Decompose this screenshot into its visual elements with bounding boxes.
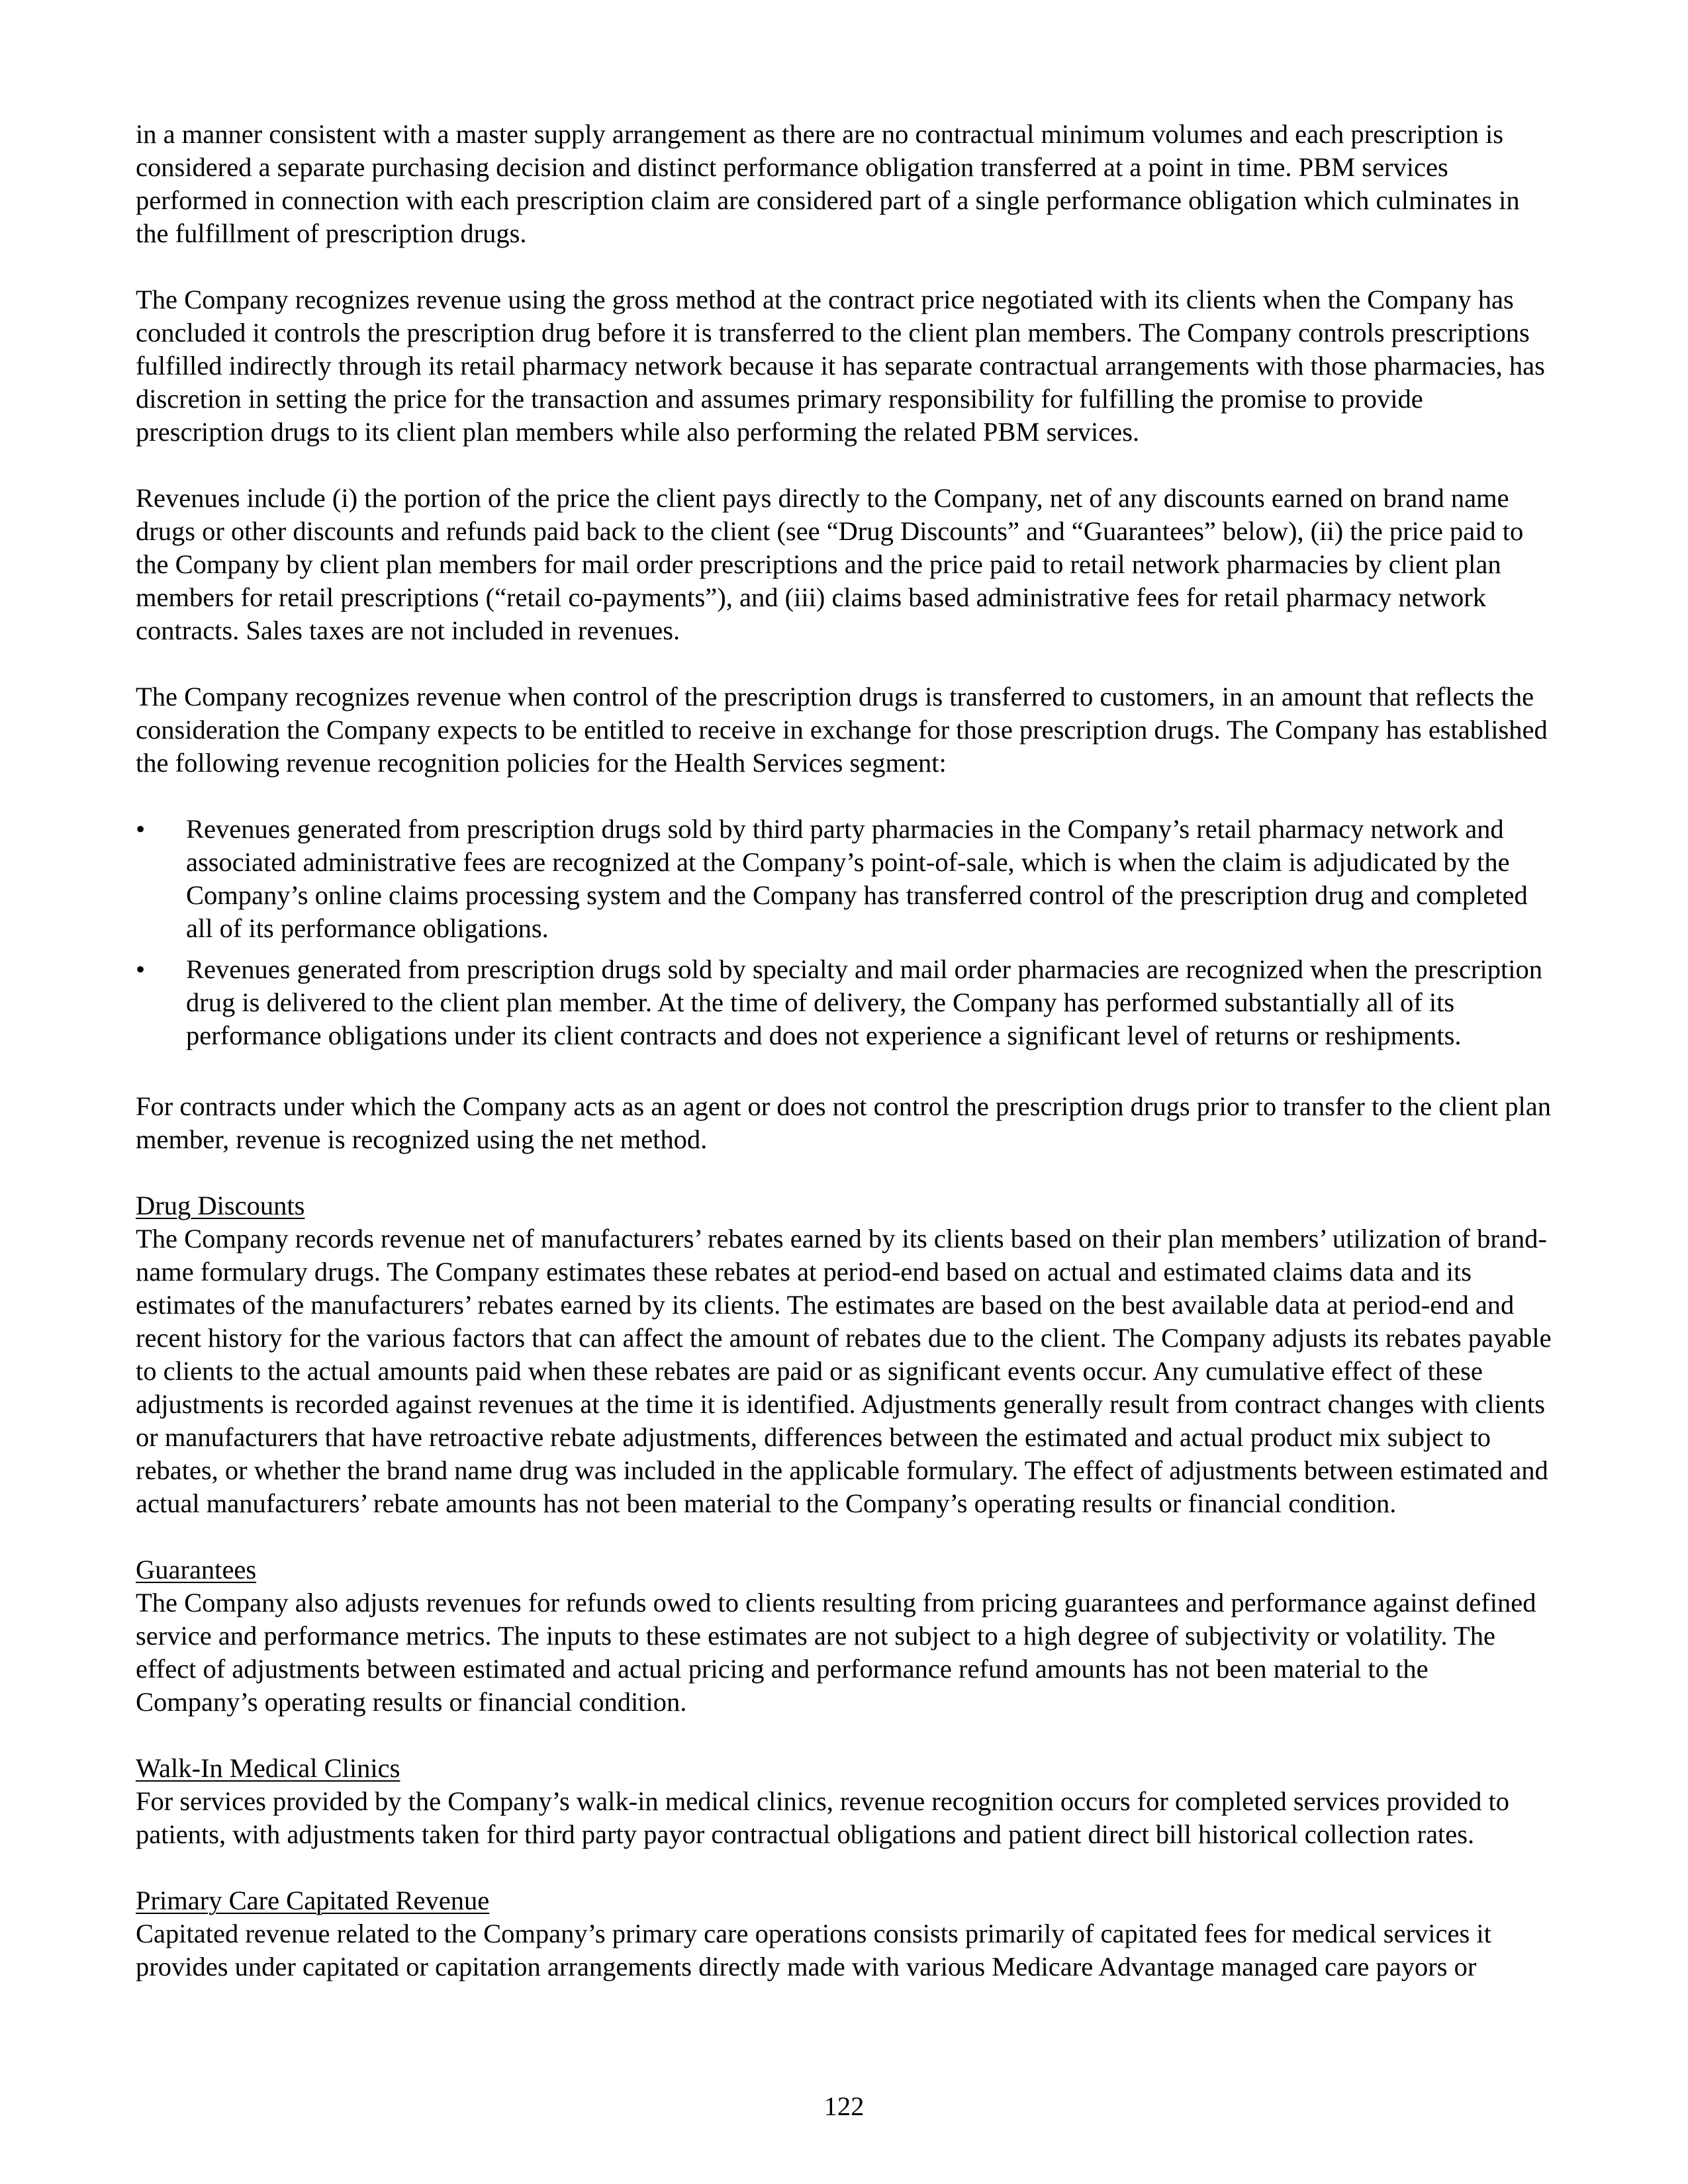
list-item-text: Revenues generated from prescription drugs sold by third party pharmacies in the Company’s retail pharmacy network and associated administrative fees are recognized at the Company’s point-of-sale, which is when the claim is adjudicated by the Company’s online claims processing system and the Company has transferred control of the prescription drug and completed all of its performance obligations. — [186, 814, 1528, 943]
section-heading-primary-care: Primary Care Capitated Revenue — [136, 1886, 490, 1915]
section-drug-discounts — [136, 1189, 1552, 1520]
revenue-policy-list — [136, 813, 1552, 1052]
section-body-guarantees: The Company also adjusts revenues for refunds owed to clients resulting from pricing guarantees and performance against defined service and performance metrics. The inputs to these estimates are not subject to a high degree of subjectivity or volatility. The effect of adjustments between estimated and actual pricing and performance refund amounts has not been material to the Company’s operating results or financial condition. — [136, 1588, 1536, 1717]
bullet-marker: • — [136, 814, 146, 844]
section-body-primary-care: Capitated revenue related to the Company’s primary care operations consists primarily of capitated fees for medical services it provides under capitated or capitation arrangements directly made with various Medicare Advantage managed care payors or — [136, 1919, 1491, 1981]
section-heading-guarantees: Guarantees — [136, 1555, 257, 1584]
bullet-marker: • — [136, 954, 146, 984]
paragraph-performance-obligation: in a manner consistent with a master supply arrangement as there are no contractual minimum volumes and each prescription is considered a separate purchasing decision and distinct performance obligation transferred at a point in time. PBM services performed in connection with each prescription claim are considered part of a single performance obligation which culminates in the fulfillment of prescription drugs. — [136, 119, 1520, 248]
paragraph-revenues-include: Revenues include (i) the portion of the price the client pays directly to the Company, net of any discounts earned on brand name drugs or other discounts and refunds paid back to the client (see “Drug Discounts” and “Guarantees” below), (ii) the price paid to the Company by client plan members for mail order prescriptions and the price paid to retail network pharmacies by client plan members for retail prescriptions (“retail co-payments”), and (iii) claims based administrative fees for retail pharmacy network contracts. Sales taxes are not included in revenues. — [136, 483, 1524, 645]
page-number: 122 — [823, 2091, 865, 2121]
section-heading-walk-in-clinics: Walk-In Medical Clinics — [136, 1753, 400, 1783]
section-primary-care — [136, 1884, 1552, 1983]
section-body-walk-in-clinics: For services provided by the Company’s walk-in medical clinics, revenue recognition occurs for completed services provided to patients, with adjustments taken for third party payor contractual obligations and patient direct bill historical collection rates. — [136, 1786, 1510, 1849]
list-item-text: Revenues generated from prescription drugs sold by specialty and mail order pharmacies are recognized when the prescription drug is delivered to the client plan member. At the time of delivery, the Company has performed substantially all of its performance obligations under its client contracts and does not experience a significant level of returns or reshipments. — [186, 954, 1543, 1050]
section-walk-in-clinics — [136, 1752, 1552, 1851]
section-heading-drug-discounts: Drug Discounts — [136, 1191, 305, 1220]
section-guarantees — [136, 1553, 1552, 1719]
list-item — [136, 953, 1552, 1052]
list-item — [136, 813, 1552, 945]
document-body — [136, 118, 1552, 2017]
paragraph-net-method: For contracts under which the Company acts as an agent or does not control the prescription drugs prior to transfer to the client plan member, revenue is recognized using the net method. — [136, 1091, 1552, 1154]
paragraph-revenue-recognition-policies: The Company recognizes revenue when control of the prescription drugs is transferred to customers, in an amount that reflects the consideration the Company expects to be entitled to receive in exchange for those prescription drugs. The Company has established the following revenue recognition policies for the Health Services segment: — [136, 682, 1548, 778]
paragraph-gross-method: The Company recognizes revenue using the gross method at the contract price negotiated with its clients when the Company has concluded it controls the prescription drug before it is transferred to the client plan members. The Company controls prescriptions fulfilled indirectly through its retail pharmacy network because it has separate contractual arrangements with those pharmacies, has discretion in setting the price for the transaction and assumes primary responsibility for fulfilling the promise to provide prescription drugs to its client plan members while also performing the related PBM services. — [136, 285, 1545, 447]
section-body-drug-discounts: The Company records revenue net of manufacturers’ rebates earned by its clients based on their plan members’ utilization of brand-name formulary drugs. The Company estimates these rebates at period-end based on actual and estimated claims data and its estimates of the manufacturers’ rebates earned by its clients. The estimates are based on the best available data at period-end and recent history for the various factors that can affect the amount of rebates due to the client. The Company adjusts its rebates payable to clients to the actual amounts paid when these rebates are paid or as significant events occur. Any cumulative effect of these adjustments is recorded against revenues at the time it is identified. Adjustments generally result from contract changes with clients or manufacturers that have retroactive rebate adjustments, differences between the estimated and actual product mix subject to rebates, or whether the brand name drug was included in the applicable formulary. The effect of adjustments between estimated and actual manufacturers’ rebate amounts has not been material to the Company’s operating results or financial condition. — [136, 1224, 1552, 1518]
